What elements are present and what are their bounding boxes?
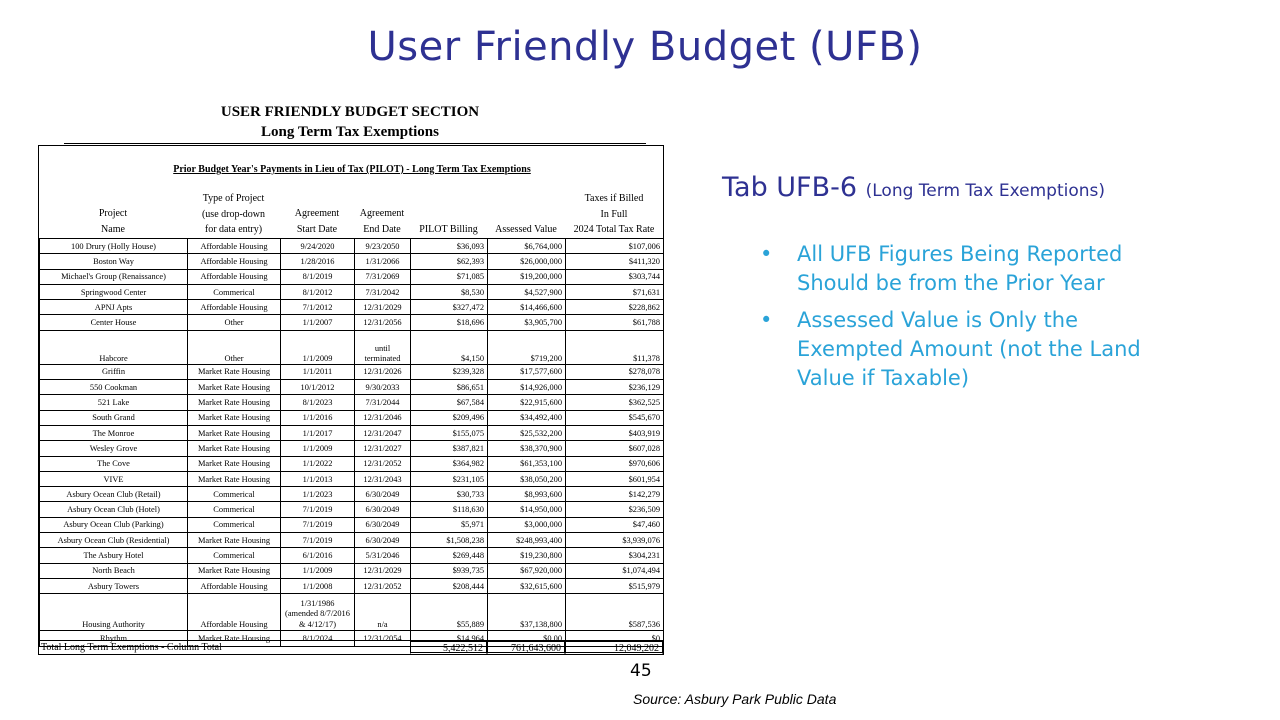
cell-assessed-value: $34,492,400 xyxy=(488,410,566,425)
cell-pilot-billing: $239,328 xyxy=(411,364,488,379)
cell-end-date: 12/31/2029 xyxy=(355,563,411,578)
cell-project-type: Affordable Housing xyxy=(188,254,281,269)
cell-project-name: North Beach xyxy=(40,563,188,578)
cell-project-name: Asbury Ocean Club (Parking) xyxy=(40,517,188,532)
cell-project-name: Michael's Group (Renaissance) xyxy=(40,269,188,284)
cell-project-type: Market Rate Housing xyxy=(188,364,281,379)
total-label: Total Long Term Exemptions - Column Total xyxy=(41,642,222,653)
cell-end-date: 12/31/2047 xyxy=(355,425,411,440)
cell-pilot-billing: $209,496 xyxy=(411,410,488,425)
cell-end-date: 12/31/2046 xyxy=(355,410,411,425)
cell-taxes-in-full: $47,460 xyxy=(566,517,664,532)
cell-project-name: Boston Way xyxy=(40,254,188,269)
cell-start-date: 7/1/2012 xyxy=(281,300,355,315)
cell-end-date: until terminated xyxy=(355,330,411,364)
total-row xyxy=(39,640,663,656)
cell-assessed-value: $38,370,900 xyxy=(488,441,566,456)
cell-end-date: 6/30/2049 xyxy=(355,502,411,517)
table-row xyxy=(40,330,664,364)
cell-assessed-value: $0.00 xyxy=(488,631,566,646)
cell-end-date: 7/31/2044 xyxy=(355,395,411,410)
header-pilot-billing xyxy=(410,222,487,238)
table-row xyxy=(40,471,664,486)
cell-taxes-in-full: $228,862 xyxy=(566,300,664,315)
cell-assessed-value: $38,050,200 xyxy=(488,471,566,486)
slide-title: User Friendly Budget (UFB) xyxy=(367,24,923,70)
cell-start-date: 1/1/2017 xyxy=(281,425,355,440)
header-assessed-line1: Assessed Value xyxy=(495,224,557,235)
table-row xyxy=(40,594,664,631)
table-body xyxy=(40,239,664,647)
header-type-line3: for data entry) xyxy=(204,224,263,235)
table-row xyxy=(40,315,664,330)
exemptions-table xyxy=(38,145,664,655)
header-start-line2: Start Date xyxy=(296,223,338,235)
cell-project-type: Commerical xyxy=(188,517,281,532)
cell-taxes-in-full: $970,606 xyxy=(566,456,664,471)
cell-project-name: The Asbury Hotel xyxy=(40,548,188,563)
cell-end-date: 12/31/2043 xyxy=(355,471,411,486)
cell-start-date: 1/28/2016 xyxy=(281,254,355,269)
cell-pilot-billing: $4,150 xyxy=(411,330,488,364)
cell-start-date: 1/1/2009 xyxy=(281,330,355,364)
cell-assessed-value: $248,993,400 xyxy=(488,533,566,548)
header-project-line2: Name xyxy=(101,223,125,235)
cell-project-name: South Grand xyxy=(40,410,188,425)
cell-end-date: 12/31/2054 xyxy=(355,631,411,646)
cell-pilot-billing: $155,075 xyxy=(411,425,488,440)
cell-project-name: Habcore xyxy=(40,330,188,364)
cell-taxes-in-full: $0 xyxy=(566,631,664,646)
header-pilot-line1: PILOT Billing xyxy=(419,224,478,235)
cell-pilot-billing: $327,472 xyxy=(411,300,488,315)
cell-project-name: Rhythm xyxy=(40,631,188,646)
cell-taxes-in-full: $403,919 xyxy=(566,425,664,440)
cell-taxes-in-full: $107,006 xyxy=(566,239,664,254)
cell-project-name: 550 Cookman xyxy=(40,380,188,395)
header-type xyxy=(187,191,280,238)
cell-project-type: Market Rate Housing xyxy=(188,410,281,425)
cell-taxes-in-full: $11,378 xyxy=(566,330,664,364)
cell-taxes-in-full: $3,939,076 xyxy=(566,533,664,548)
tab-title-main: Tab UFB-6 xyxy=(722,172,858,203)
total-pilot: 5,422,512 xyxy=(410,641,487,655)
cell-start-date: 1/1/2009 xyxy=(281,441,355,456)
cell-start-date: 7/1/2019 xyxy=(281,533,355,548)
cell-project-name: 100 Drury (Holly House) xyxy=(40,239,188,254)
tab-title xyxy=(722,172,1105,203)
data-table xyxy=(39,238,664,647)
cell-start-date: 8/1/2012 xyxy=(281,284,355,299)
bullet-item xyxy=(760,240,1180,298)
cell-assessed-value: $8,993,600 xyxy=(488,487,566,502)
cell-start-date: 8/1/2019 xyxy=(281,269,355,284)
cell-project-type: Commerical xyxy=(188,284,281,299)
cell-assessed-value: $61,353,100 xyxy=(488,456,566,471)
cell-end-date: 12/31/2027 xyxy=(355,441,411,456)
table-row xyxy=(40,517,664,532)
cell-pilot-billing: $86,651 xyxy=(411,380,488,395)
cell-project-type: Market Rate Housing xyxy=(188,395,281,410)
cell-pilot-billing: $55,889 xyxy=(411,594,488,631)
header-end-line2: End Date xyxy=(363,223,401,235)
cell-taxes-in-full: $61,788 xyxy=(566,315,664,330)
cell-assessed-value: $719,200 xyxy=(488,330,566,364)
cell-start-date: 8/1/2023 xyxy=(281,395,355,410)
cell-start-date: 1/31/1986 (amended 8/7/2016 & 4/12/17) xyxy=(281,594,355,631)
cell-pilot-billing: $1,508,238 xyxy=(411,533,488,548)
cell-assessed-value: $14,950,000 xyxy=(488,502,566,517)
cell-taxes-in-full: $1,074,494 xyxy=(566,563,664,578)
cell-pilot-billing: $14,964 xyxy=(411,631,488,646)
cell-assessed-value: $19,230,800 xyxy=(488,548,566,563)
cell-start-date: 8/1/2024 xyxy=(281,631,355,646)
cell-pilot-billing: $5,971 xyxy=(411,517,488,532)
cell-end-date: n/a xyxy=(355,594,411,631)
cell-assessed-value: $37,138,800 xyxy=(488,594,566,631)
table-row xyxy=(40,300,664,315)
header-type-line2: (use drop-down xyxy=(201,208,266,220)
source-note: Source: Asbury Park Public Data xyxy=(633,691,837,707)
cell-end-date: 5/31/2046 xyxy=(355,548,411,563)
cell-assessed-value: $17,577,600 xyxy=(488,364,566,379)
cell-assessed-value: $67,920,000 xyxy=(488,563,566,578)
cell-pilot-billing: $36,093 xyxy=(411,239,488,254)
tab-title-sub: (Long Term Tax Exemptions) xyxy=(865,181,1106,201)
cell-pilot-billing: $269,448 xyxy=(411,548,488,563)
cell-project-type: Market Rate Housing xyxy=(188,533,281,548)
cell-taxes-in-full: $71,631 xyxy=(566,284,664,299)
cell-project-type: Affordable Housing xyxy=(188,594,281,631)
bullet-text: Assessed Value is Only the Exempted Amount (not the Land Value if Taxable) xyxy=(797,308,1141,390)
cell-pilot-billing: $30,733 xyxy=(411,487,488,502)
cell-end-date: 6/30/2049 xyxy=(355,517,411,532)
cell-start-date: 9/24/2020 xyxy=(281,239,355,254)
cell-project-type: Market Rate Housing xyxy=(188,441,281,456)
cell-end-date: 9/30/2033 xyxy=(355,380,411,395)
table-row xyxy=(40,269,664,284)
table-row xyxy=(40,502,664,517)
cell-pilot-billing: $387,821 xyxy=(411,441,488,456)
cell-start-date: 1/1/2013 xyxy=(281,471,355,486)
cell-end-date: 12/31/2052 xyxy=(355,578,411,593)
table-row xyxy=(40,395,664,410)
table-row xyxy=(40,456,664,471)
cell-taxes-in-full: $303,744 xyxy=(566,269,664,284)
cell-project-name: VIVE xyxy=(40,471,188,486)
page-number: 45 xyxy=(630,661,652,681)
cell-project-name: 521 Lake xyxy=(40,395,188,410)
header-taxes-line2: In Full xyxy=(600,208,628,220)
cell-pilot-billing: $939,735 xyxy=(411,563,488,578)
total-taxes: 12,049,202 xyxy=(565,641,663,655)
cell-assessed-value: $3,000,000 xyxy=(488,517,566,532)
cell-project-type: Market Rate Housing xyxy=(188,471,281,486)
cell-project-type: Commerical xyxy=(188,548,281,563)
cell-project-type: Affordable Housing xyxy=(188,300,281,315)
header-assessed-value xyxy=(487,222,565,238)
header-taxes-line3: 2024 Total Tax Rate xyxy=(573,224,655,235)
cell-start-date: 7/1/2019 xyxy=(281,502,355,517)
bullet-list xyxy=(760,240,1180,401)
cell-project-type: Affordable Housing xyxy=(188,239,281,254)
cell-assessed-value: $19,200,000 xyxy=(488,269,566,284)
table-row xyxy=(40,410,664,425)
cell-taxes-in-full: $278,078 xyxy=(566,364,664,379)
cell-end-date: 6/30/2049 xyxy=(355,487,411,502)
table-row xyxy=(40,425,664,440)
table-row xyxy=(40,487,664,502)
cell-pilot-billing: $18,696 xyxy=(411,315,488,330)
cell-project-name: Springwood Center xyxy=(40,284,188,299)
header-end-line1: Agreement xyxy=(359,208,405,219)
table-row xyxy=(40,380,664,395)
cell-start-date: 7/1/2019 xyxy=(281,517,355,532)
cell-project-type: Market Rate Housing xyxy=(188,425,281,440)
table-row xyxy=(40,364,664,379)
bullet-text: All UFB Figures Being Reported Should be from the Prior Year xyxy=(797,242,1123,295)
bullet-item xyxy=(760,306,1180,393)
cell-taxes-in-full: $362,525 xyxy=(566,395,664,410)
cell-end-date: 12/31/2056 xyxy=(355,315,411,330)
cell-taxes-in-full: $607,028 xyxy=(566,441,664,456)
cell-taxes-in-full: $236,129 xyxy=(566,380,664,395)
cell-start-date: 1/1/2016 xyxy=(281,410,355,425)
table-row xyxy=(40,563,664,578)
cell-assessed-value: $6,764,000 xyxy=(488,239,566,254)
cell-start-date: 1/1/2009 xyxy=(281,563,355,578)
cell-project-name: The Monroe xyxy=(40,425,188,440)
cell-end-date: 12/31/2026 xyxy=(355,364,411,379)
document-subheading: Long Term Tax Exemptions xyxy=(261,124,439,140)
cell-assessed-value: $25,532,200 xyxy=(488,425,566,440)
cell-end-date: 12/31/2052 xyxy=(355,456,411,471)
cell-taxes-in-full: $587,536 xyxy=(566,594,664,631)
cell-end-date: 7/31/2069 xyxy=(355,269,411,284)
cell-taxes-in-full: $236,509 xyxy=(566,502,664,517)
cell-pilot-billing: $208,444 xyxy=(411,578,488,593)
cell-taxes-in-full: $142,279 xyxy=(566,487,664,502)
cell-project-name: Housing Authority xyxy=(40,594,188,631)
document-heading: USER FRIENDLY BUDGET SECTION xyxy=(220,104,480,120)
cell-project-name: Asbury Ocean Club (Residential) xyxy=(40,533,188,548)
header-end-date xyxy=(354,206,410,237)
cell-end-date: 9/23/2050 xyxy=(355,239,411,254)
cell-start-date: 1/1/2007 xyxy=(281,315,355,330)
table-row xyxy=(40,533,664,548)
cell-start-date: 10/1/2012 xyxy=(281,380,355,395)
cell-project-name: Wesley Grove xyxy=(40,441,188,456)
cell-project-name: The Cove xyxy=(40,456,188,471)
cell-pilot-billing: $67,584 xyxy=(411,395,488,410)
bullet-dot: • xyxy=(760,308,773,332)
cell-assessed-value: $26,000,000 xyxy=(488,254,566,269)
cell-pilot-billing: $71,085 xyxy=(411,269,488,284)
cell-assessed-value: $14,926,000 xyxy=(488,380,566,395)
header-taxes-line1: Taxes if Billed xyxy=(584,193,644,204)
cell-taxes-in-full: $601,954 xyxy=(566,471,664,486)
heading-rule xyxy=(64,143,646,144)
cell-project-name: Center House xyxy=(40,315,188,330)
cell-assessed-value: $14,466,600 xyxy=(488,300,566,315)
header-start-date xyxy=(280,206,354,237)
cell-project-type: Market Rate Housing xyxy=(188,563,281,578)
cell-project-name: Asbury Ocean Club (Retail) xyxy=(40,487,188,502)
cell-project-type: Affordable Housing xyxy=(188,269,281,284)
cell-taxes-in-full: $411,320 xyxy=(566,254,664,269)
cell-project-type: Market Rate Housing xyxy=(188,456,281,471)
cell-assessed-value: $22,915,600 xyxy=(488,395,566,410)
cell-taxes-in-full: $304,231 xyxy=(566,548,664,563)
cell-end-date: 7/31/2042 xyxy=(355,284,411,299)
header-project-line1: Project xyxy=(98,208,128,219)
table-row xyxy=(40,284,664,299)
table-row xyxy=(40,254,664,269)
cell-assessed-value: $32,615,600 xyxy=(488,578,566,593)
cell-start-date: 1/1/2023 xyxy=(281,487,355,502)
cell-start-date: 1/1/2011 xyxy=(281,364,355,379)
header-type-line1: Type of Project xyxy=(202,193,265,204)
table-row xyxy=(40,441,664,456)
cell-assessed-value: $3,905,700 xyxy=(488,315,566,330)
cell-pilot-billing: $231,105 xyxy=(411,471,488,486)
cell-project-type: Other xyxy=(188,330,281,364)
cell-start-date: 1/1/2008 xyxy=(281,578,355,593)
cell-pilot-billing: $62,393 xyxy=(411,254,488,269)
cell-project-type: Other xyxy=(188,315,281,330)
cell-project-type: Market Rate Housing xyxy=(188,631,281,646)
header-project xyxy=(39,206,187,237)
total-assessed: 761,643,600 xyxy=(487,641,565,655)
cell-start-date: 6/1/2016 xyxy=(281,548,355,563)
cell-project-type: Affordable Housing xyxy=(188,578,281,593)
cell-project-type: Commerical xyxy=(188,502,281,517)
cell-taxes-in-full: $545,670 xyxy=(566,410,664,425)
table-row xyxy=(40,578,664,593)
cell-project-name: Griffin xyxy=(40,364,188,379)
table-row xyxy=(40,239,664,254)
cell-project-type: Commerical xyxy=(188,487,281,502)
bullet-dot: • xyxy=(760,242,773,266)
cell-project-name: Asbury Ocean Club (Hotel) xyxy=(40,502,188,517)
cell-pilot-billing: $8,530 xyxy=(411,284,488,299)
cell-pilot-billing: $118,630 xyxy=(411,502,488,517)
cell-assessed-value: $4,527,900 xyxy=(488,284,566,299)
cell-end-date: 12/31/2029 xyxy=(355,300,411,315)
cell-end-date: 1/31/2066 xyxy=(355,254,411,269)
cell-project-type: Market Rate Housing xyxy=(188,380,281,395)
table-row xyxy=(40,548,664,563)
table-caption: Prior Budget Year's Payments in Lieu of Tax (PILOT) - Long Term Tax Exemptions xyxy=(173,164,531,175)
header-start-line1: Agreement xyxy=(294,208,340,219)
cell-start-date: 1/1/2022 xyxy=(281,456,355,471)
cell-end-date: 6/30/2049 xyxy=(355,533,411,548)
cell-taxes-in-full: $515,979 xyxy=(566,578,664,593)
cell-project-name: Asbury Towers xyxy=(40,578,188,593)
cell-pilot-billing: $364,982 xyxy=(411,456,488,471)
header-taxes-in-full xyxy=(565,191,663,238)
cell-project-name: APNJ Apts xyxy=(40,300,188,315)
